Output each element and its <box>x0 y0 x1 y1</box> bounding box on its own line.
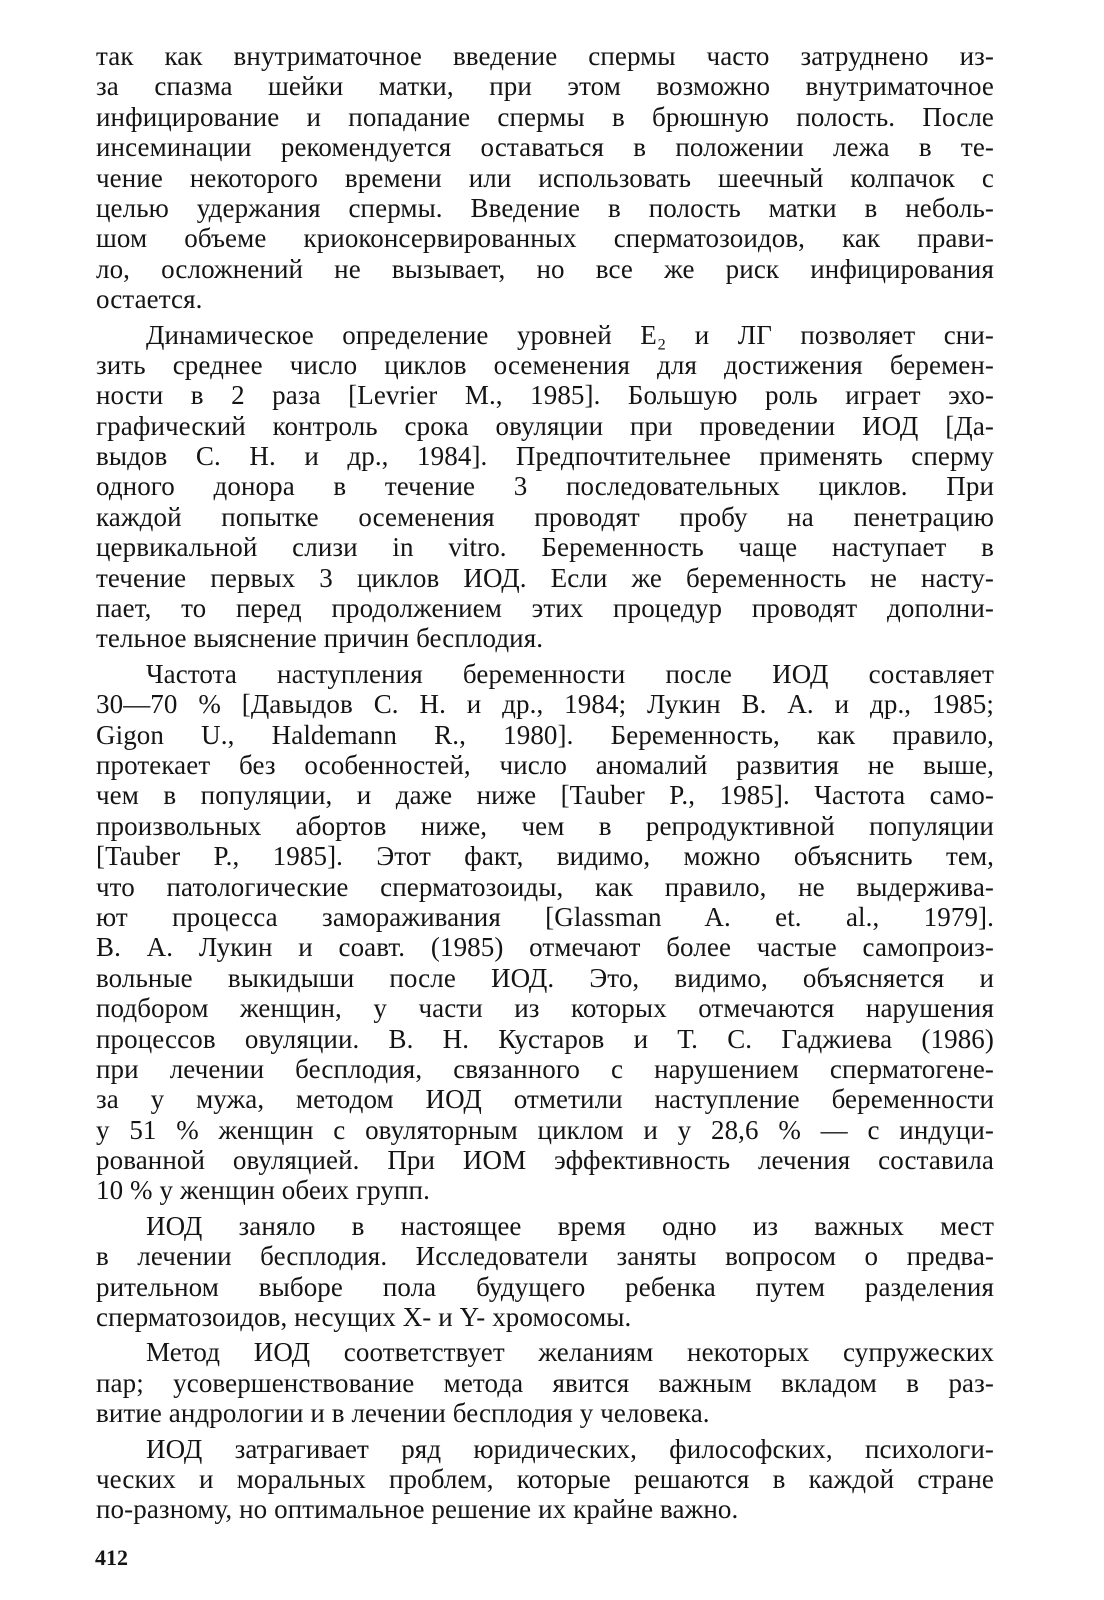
text-line: инфицирование и попадание спермы в брюшную полость. После <box>96 101 994 132</box>
text-line: каждой попытке осеменения проводят пробу на пенетрацию <box>96 501 994 532</box>
text-line: рованной овуляцией. При ИОМ эффективность лечения составила <box>96 1145 994 1176</box>
text-line: целью удержания спермы. Введение в полость матки в неболь- <box>96 192 994 223</box>
text-line: что патологические сперматозоиды, как правило, не выдержива- <box>96 871 994 902</box>
paragraph <box>96 320 994 654</box>
text-line: за у мужа, методом ИОД отметили наступление беременности <box>96 1084 994 1115</box>
text-line: Динамическое определение уровней E₂ и ЛГ позволяет сни- <box>146 319 994 350</box>
text-line: [Tauber P., 1985]. Этот факт, видимо, можно объяснить тем, <box>96 841 994 872</box>
text-line: при лечении бесплодия, связанного с нарушением сперматогене- <box>96 1053 994 1084</box>
paragraph <box>96 1337 994 1428</box>
text-line: ИОД заняло в настоящее время одно из важных мест <box>146 1210 994 1241</box>
text-line: графический контроль срока овуляции при проведении ИОД [Да- <box>96 410 994 441</box>
text-line: В. А. Лукин и соавт. (1985) отмечают более частые самопроиз- <box>96 932 994 963</box>
text-line: 10 % у женщин обеих групп. <box>96 1175 430 1206</box>
paragraph <box>96 1434 994 1525</box>
text-line: ИОД затрагивает ряд юридических, философских, психологи- <box>146 1433 994 1464</box>
text-line: пает, то перед продолжением этих процедур проводят дополни- <box>96 593 994 624</box>
text-line: одного донора в течение 3 последовательных циклов. При <box>96 471 994 502</box>
text-line: по-разному, но оптимальное решение их крайне важно. <box>96 1494 739 1525</box>
text-line: протекает без особенностей, число аномалий развития не выше, <box>96 749 994 780</box>
text-line: в лечении бесплодия. Исследователи заняты вопросом о предва- <box>96 1241 994 1272</box>
text-line: ло, осложнений не вызывает, но все же риск инфицирования <box>96 253 994 284</box>
text-line: зить среднее число циклов осеменения для достижения беремен- <box>96 349 994 380</box>
text-line: рительном выборе пола будущего ребенка путем разделения <box>96 1271 994 1302</box>
text-line: чение некоторого времени или использовать шеечный колпачок с <box>96 162 994 193</box>
text-line: произвольных абортов ниже, чем в репродуктивной популяции <box>96 810 994 841</box>
page-number: 412 <box>95 1545 128 1570</box>
paragraph <box>96 41 994 315</box>
text-line: выдов С. Н. и др., 1984]. Предпочтительнее применять сперму <box>96 441 994 472</box>
page-body <box>96 41 994 1530</box>
text-line: ности в 2 раза [Levrier M., 1985]. Большую роль играет эхо- <box>96 380 994 411</box>
text-line: вольные выкидыши после ИОД. Это, видимо, объясняется и <box>96 962 994 993</box>
text-line: тельное выяснение причин бесплодия. <box>96 623 544 654</box>
text-line: 30—70 % [Давыдов С. Н. и др., 1984; Лукин В. А. и др., 1985; <box>96 689 994 720</box>
text-line: остается. <box>96 284 203 315</box>
text-line: цервикальной слизи in vitro. Беременность чаще наступает в <box>96 532 994 563</box>
text-line: Метод ИОД соответствует желаниям некоторых супружеских <box>146 1337 994 1368</box>
text-line: сперматозоидов, несущих X- и Y- хромосомы. <box>96 1302 632 1333</box>
paragraph <box>96 659 994 1206</box>
text-line: течение первых 3 циклов ИОД. Если же беременность не насту- <box>96 562 994 593</box>
text-line: пар; усовершенствование метода явится важным вкладом в раз- <box>96 1367 994 1398</box>
text-line: чем в популяции, и даже ниже [Tauber P., 1985]. Частота само- <box>96 780 994 811</box>
text-line: за спазма шейки матки, при этом возможно внутриматочное <box>96 71 994 102</box>
text-line: ческих и моральных проблем, которые решаются в каждой стране <box>96 1463 994 1494</box>
text-line: шом объеме криоконсервированных сперматозоидов, как прави- <box>96 223 994 254</box>
text-line: у 51 % женщин с овуляторным циклом и у 28,6 % — с индуци- <box>96 1114 994 1145</box>
text-line: подбором женщин, у части из которых отмечаются нарушения <box>96 993 994 1024</box>
text-line: инсеминации рекомендуется оставаться в положении лежа в те- <box>96 132 994 163</box>
paragraph <box>96 1211 994 1333</box>
text-line: Частота наступления беременности после ИОД составляет <box>146 658 994 689</box>
text-line: витие андрологии и в лечении бесплодия у человека. <box>96 1398 710 1429</box>
text-line: ют процесса замораживания [Glassman A. et. al., 1979]. <box>96 901 994 932</box>
text-line: процессов овуляции. В. Н. Кустаров и Т. С. Гаджиева (1986) <box>96 1023 994 1054</box>
text-line: так как внутриматочное введение спермы часто затруднено из- <box>96 41 994 71</box>
text-line: Gigon U., Haldemann R., 1980]. Беременность, как правило, <box>96 719 994 750</box>
